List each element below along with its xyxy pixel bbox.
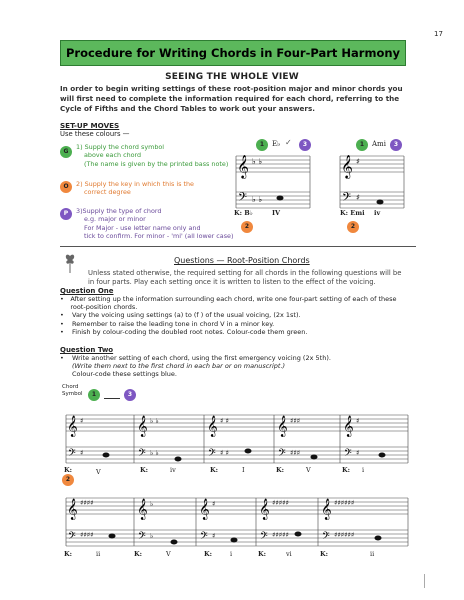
- row1-numeral: V: [96, 468, 101, 476]
- bullet-text: Write another setting of each chord, using the first emergency voicing (2x 5th).: [72, 354, 331, 362]
- setup-item-3-line4: tick to confirm. For minor - 'mi' (all lower case): [84, 232, 234, 241]
- example1-key: K: B♭: [234, 209, 253, 217]
- setup-item-1: [60, 143, 230, 168]
- question-two: [60, 346, 410, 379]
- svg-text:♯♯♯♯♯: ♯♯♯♯♯: [272, 531, 289, 539]
- bass-note: [295, 532, 302, 537]
- bass-note: [277, 196, 284, 201]
- row1-key: K:: [342, 466, 351, 474]
- svg-text:♯♯♯♯: ♯♯♯♯: [80, 531, 94, 539]
- svg-text:♯♯♯♯: ♯♯♯♯: [80, 499, 94, 507]
- questions-heading: Questions — Root-Position Chords: [174, 256, 310, 265]
- svg-text:♯♯♯♯♯: ♯♯♯♯♯: [272, 499, 289, 507]
- setup-item-2: [60, 180, 230, 197]
- row2-numeral: V: [166, 550, 171, 558]
- row1-key: K:: [210, 466, 219, 474]
- svg-text:𝄢: 𝄢: [260, 530, 268, 544]
- row2-key: K:: [320, 550, 329, 558]
- svg-text:♭: ♭: [150, 500, 154, 508]
- chord-symbol-label: Chord Symbol: [62, 384, 83, 397]
- row2-key: K:: [64, 550, 73, 558]
- svg-text:𝄢: 𝄢: [322, 530, 330, 544]
- questions-intro: Unless stated otherwise, the required setting for all chords in the following questions will be in four parts. Play each setting once it is written to listen to the effect of the voicing.: [88, 269, 402, 286]
- bass-clef-icon: 𝄢: [238, 191, 248, 207]
- svg-text:♯ ♯: ♯ ♯: [220, 417, 229, 425]
- row1-numeral: i: [362, 466, 365, 474]
- setup-item-2-line2: correct degree: [84, 188, 131, 197]
- badge-3: 3: [299, 139, 311, 151]
- badge-2: 2: [62, 474, 74, 486]
- row2-numeral: ii: [96, 550, 101, 558]
- bullet-text: Finish by colour-coding the doubled root notes. Colour-code them green.: [72, 327, 308, 336]
- badge-3: 3: [390, 139, 402, 151]
- setup-item-1-line3: (The name is given by the printed bass note): [84, 159, 229, 168]
- row2-numeral: i: [230, 550, 233, 558]
- divider: [60, 246, 416, 247]
- svg-text:♭ ♭: ♭ ♭: [252, 195, 263, 204]
- svg-text:♯: ♯: [212, 500, 216, 508]
- svg-text:𝄞: 𝄞: [137, 416, 148, 437]
- svg-text:♯ ♯: ♯ ♯: [220, 449, 229, 457]
- badge-1: 1: [356, 139, 368, 151]
- row2-numeral: ii: [370, 550, 375, 558]
- setup-item-2-line1: 2) Supply the key in which this is the: [76, 180, 194, 188]
- example1-chord-symbol: E♭: [272, 140, 281, 148]
- badge-2: 2: [241, 221, 253, 233]
- list-item: • Vary the voicing using settings (a) to (f ) of the usual voicing, (2x 1st).: [60, 311, 301, 320]
- bullet-text: Remember to raise the leading tone in chord V in a minor key.: [72, 319, 275, 328]
- svg-text:♯: ♯: [80, 417, 84, 425]
- svg-text:𝄞: 𝄞: [67, 416, 78, 437]
- row2-key: K:: [134, 550, 143, 558]
- question-one-title: Question One: [60, 287, 114, 295]
- svg-text:♯: ♯: [356, 157, 360, 166]
- svg-text:♯: ♯: [356, 449, 360, 457]
- svg-text:♭ ♭: ♭ ♭: [150, 449, 159, 457]
- treble-clef-icon: 𝄞: [341, 154, 353, 178]
- staff-row-2: [62, 488, 412, 553]
- row2-key: K:: [258, 550, 267, 558]
- setup-item-3-line1: 3)Supply the type of chord: [76, 207, 162, 215]
- row1-numeral: I: [242, 466, 245, 474]
- list-item: • Write another setting of each chord, using the first emergency voicing (2x 5th).: [60, 354, 331, 362]
- setup-subtitle: Use these colours —: [60, 130, 130, 138]
- badge-1: 1: [256, 139, 268, 151]
- symbol-blank: [104, 398, 120, 399]
- setup-title: SET-UP MOVES: [60, 121, 120, 130]
- row1-numeral: iv: [170, 466, 176, 474]
- svg-text:♯♯♯♯♯♯: ♯♯♯♯♯♯: [334, 499, 355, 507]
- svg-text:𝄢: 𝄢: [344, 447, 352, 461]
- svg-text:𝄢: 𝄢: [68, 447, 76, 461]
- svg-text:𝄞: 𝄞: [259, 499, 270, 520]
- bass-note: [175, 457, 182, 462]
- green-badge-icon: G: [60, 146, 72, 158]
- example2-chord-symbol: Ami: [372, 140, 386, 148]
- svg-text:♯: ♯: [356, 417, 360, 425]
- orange-badge-icon: O: [60, 181, 72, 193]
- tick-icon: ✓: [285, 138, 292, 147]
- svg-text:♯: ♯: [80, 449, 84, 457]
- example-staves: [228, 136, 418, 246]
- svg-text:♭ ♭: ♭ ♭: [252, 157, 263, 166]
- intro-text: In order to begin writing settings of these root-position major and minor chords you will first need to complete the information required for each chord, referring to the Cycle of Fifths and the Chord Tables to work out your answers.: [60, 84, 403, 113]
- section-heading: SEEING THE WHOLE VIEW: [165, 72, 299, 82]
- svg-text:𝄞: 𝄞: [67, 499, 78, 520]
- bass-note: [245, 449, 252, 454]
- svg-text:♯♯♯: ♯♯♯: [290, 417, 301, 425]
- svg-text:𝄢: 𝄢: [138, 530, 146, 544]
- list-item: • After setting up the information surrounding each chord, write one four-part setting of each of these root-position chords.: [60, 295, 410, 311]
- svg-text:♯: ♯: [212, 532, 216, 540]
- svg-text:𝄢: 𝄢: [200, 530, 208, 544]
- svg-text:𝄞: 𝄞: [321, 499, 332, 520]
- setup-item-1-line2: above each chord: [84, 151, 142, 160]
- svg-text:♯♯♯♯♯♯: ♯♯♯♯♯♯: [334, 531, 355, 539]
- setup-item-3-line3: For Major - use letter name only and: [84, 223, 201, 232]
- example2-key: K: Emi: [340, 209, 365, 217]
- svg-text:𝄞: 𝄞: [277, 416, 288, 437]
- example1-numeral: IV: [272, 209, 281, 217]
- bass-note: [103, 453, 110, 458]
- treble-clef-icon: 𝄞: [237, 154, 249, 178]
- bullet-text: After setting up the information surrounding each chord, write one four-part setting of each of these root-position chords.: [70, 295, 397, 312]
- row1-key: K:: [64, 466, 73, 474]
- margin-mark: [424, 574, 425, 588]
- example2-numeral: iv: [374, 209, 381, 217]
- list-item: • Finish by colour-coding the doubled root notes. Colour-code them green.: [60, 327, 308, 336]
- bullet-text: (Write them next to the first chord in each bar or on manuscript.): [72, 362, 286, 371]
- bullet-text: Colour-code these settings blue.: [72, 370, 177, 379]
- setup-item-1-line1: 1) Supply the chord symbol: [76, 143, 165, 151]
- svg-text:𝄢: 𝄢: [208, 447, 216, 461]
- svg-text:♭: ♭: [150, 532, 154, 540]
- row1-key: K:: [276, 466, 285, 474]
- badge-2: 2: [347, 221, 359, 233]
- bass-note: [231, 538, 238, 543]
- svg-text:𝄢: 𝄢: [278, 447, 286, 461]
- page-title: Procedure for Writing Chords in Four-Part Harmony: [60, 40, 406, 66]
- svg-text:𝄢: 𝄢: [68, 530, 76, 544]
- question-two-title: Question Two: [60, 346, 114, 354]
- row1-numeral: V: [306, 466, 311, 474]
- svg-text:𝄞: 𝄞: [207, 416, 218, 437]
- row1-key: K:: [140, 466, 149, 474]
- badge-1: 1: [88, 389, 100, 401]
- staff-row-1: [62, 405, 412, 470]
- bass-note: [171, 540, 178, 545]
- svg-text:𝄞: 𝄞: [137, 499, 148, 520]
- bass-note: [311, 455, 318, 460]
- flower-icon: [62, 252, 78, 274]
- bass-note: [375, 536, 382, 541]
- list-item: • Remember to raise the leading tone in chord V in a minor key.: [60, 319, 275, 328]
- setup-item-3-line2: e.g. major or minor: [84, 215, 146, 224]
- svg-text:𝄢: 𝄢: [138, 447, 146, 461]
- bass-note: [377, 200, 384, 205]
- bullet-text: Vary the voicing using settings (a) to (f ) of the usual voicing, (2x 1st).: [72, 311, 301, 320]
- svg-text:♭ ♭: ♭ ♭: [150, 417, 159, 425]
- svg-text:♯♯♯: ♯♯♯: [290, 449, 301, 457]
- bass-clef-icon: 𝄢: [342, 191, 352, 207]
- row2-key: K:: [204, 550, 213, 558]
- badge-3: 3: [124, 389, 136, 401]
- purple-badge-icon: P: [60, 208, 72, 220]
- question-one: [60, 287, 410, 336]
- svg-text:𝄞: 𝄞: [343, 416, 354, 437]
- bass-note: [379, 453, 386, 458]
- svg-text:𝄞: 𝄞: [199, 499, 210, 520]
- svg-text:♯: ♯: [356, 193, 360, 202]
- page-number: 17: [434, 30, 443, 38]
- row2-numeral: vi: [286, 550, 292, 558]
- bass-note: [109, 534, 116, 539]
